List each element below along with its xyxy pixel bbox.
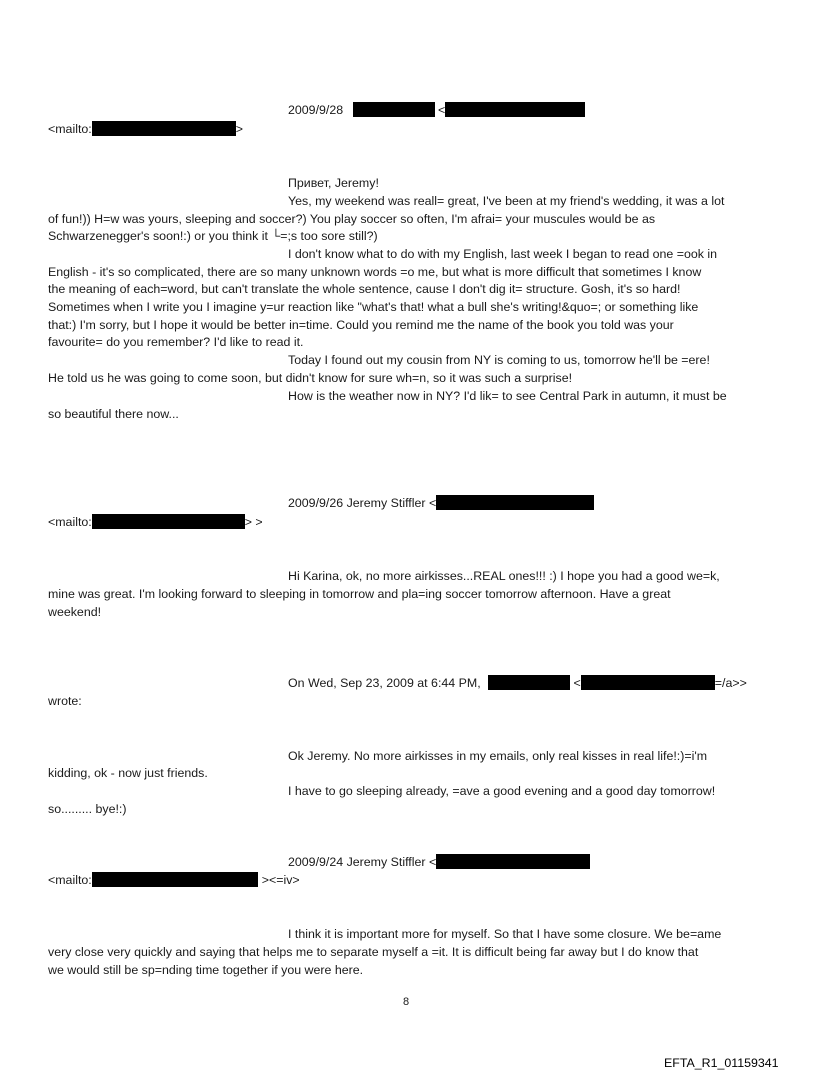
message-line: the meaning of each=word, but can't translate the whole sentence, cause I don't dig it= structure. Gosh, it's so hard! [48,282,681,296]
message-line: mine was great. I'm looking forward to sleeping in tomorrow and pla=ing soccer tomorrow afternoon. Have a great [48,587,671,601]
mailto-line-4: <mailto: ><=iv> [48,873,300,887]
page-number: 8 [403,996,410,1008]
message-line: weekend! [48,605,102,619]
email-header-1 [288,102,585,120]
message-line: very close very quickly and saying that helps me to separate myself a =it. It is difficult being far away but I do know that [48,945,699,959]
message-line: How is the weather now in NY? I'd lik= to see Central Park in autumn, it must be [288,389,727,403]
header-lt: < [438,103,446,117]
message-line: English - it's so complicated, there are so many unknown words =o me, but what is more difficult that sometimes I know [48,265,702,279]
email-header-3: On Wed, Sep 23, 2009 at 6:44 PM, < =/a>> [288,676,747,690]
message-line: Yes, my weekend was reall= great, I've been at my friend's wedding, it was a lot [288,194,725,208]
message-line: Hi Karina, ok, no more airkisses...REAL ones!!! :) I hope you had a good we=k, [288,569,720,583]
email-header-2 [288,495,594,513]
message-line: we would still be sp=nding time together if you were here. [48,963,364,977]
message-line: I have to go sleeping already, =ave a good evening and a good day tomorrow! [288,784,716,798]
redaction-box [581,675,715,690]
redaction-box [353,102,435,117]
message-line: Today I found out my cousin from NY is coming to us, tomorrow he'll be =ere! [288,353,710,367]
mailto-line-1: <mailto: > [48,122,243,136]
redaction-box [445,102,585,117]
header-date: On Wed, Sep 23, 2009 at 6:44 PM, [288,676,481,690]
message-line: I don't know what to do with my English, last week I began to read one =ook in [288,247,718,261]
message-line: Ok Jeremy. No more airkisses in my emails, only real kisses in real life!:)=i'm [288,749,708,763]
redaction-box [92,872,258,887]
message-greeting: Привет, Jeremy! [288,176,379,190]
message-line: Schwarzenegger's soon!:) or you think it └=;s too sore still?) [48,229,378,243]
redaction-box [436,495,594,510]
message-line: kidding, ok - now just friends. [48,766,208,780]
redaction-box [92,514,245,529]
mailto-line-2: <mailto: > > [48,515,263,529]
header-sender: 2009/9/26 Jeremy Stiffler < [288,496,437,510]
message-line: so......... bye!:) [48,802,127,816]
header-sender: 2009/9/24 Jeremy Stiffler < [288,855,437,869]
message-line: Sometimes when I write you I imagine y=ur reaction like "what's that! what a bull she's writing!&quo=; or something like [48,300,699,314]
message-line: that:) I'm sorry, but I hope it would be better in=time. Could you remind me the name of the book you told was your [48,318,674,332]
redaction-box [92,121,236,136]
message-line: favourite= do you remember? I'd like to read it. [48,335,304,349]
email-header-4 [288,854,590,872]
document-id: EFTA_R1_01159341 [664,1056,779,1070]
message-line: so beautiful there now... [48,407,179,421]
message-line: I think it is important more for myself. So that I have some closure. We be=ame [288,927,722,941]
redaction-box [436,854,590,869]
message-line: of fun!)) H=w was yours, sleeping and soccer?) You play soccer so often, I'm afrai= your muscules would be as [48,212,656,226]
message-line: He told us he was going to come soon, but didn't know for sure wh=n, so it was such a surprise! [48,371,573,385]
header-date: 2009/9/28 [288,103,344,117]
wrote-line: wrote: [48,694,82,708]
redaction-box [488,675,570,690]
